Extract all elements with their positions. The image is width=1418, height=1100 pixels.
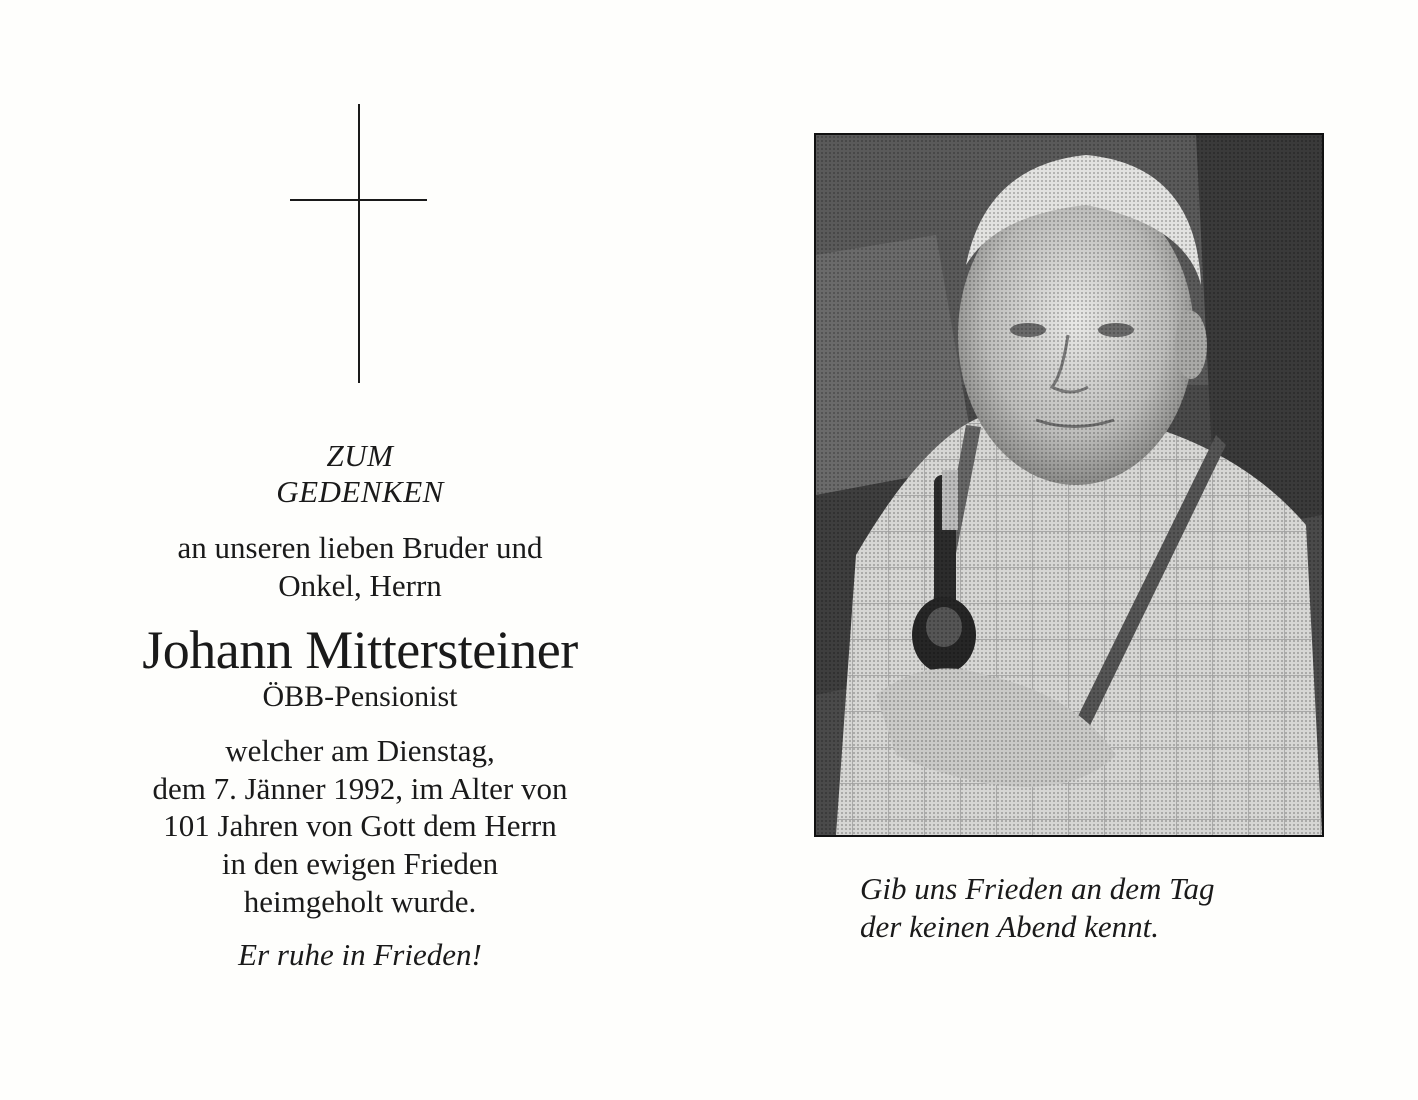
caption-line-2: der keinen Abend kennt.	[860, 909, 1159, 944]
body-line-2: dem 7. Jänner 1992, im Alter von	[152, 771, 568, 806]
cross-vertical-bar	[358, 104, 360, 383]
heading-gedenken: GEDENKEN	[276, 474, 444, 509]
intro-line-2: Onkel, Herrn	[278, 568, 442, 603]
body-line-4: in den ewigen Frieden	[221, 846, 499, 881]
caption	[860, 870, 1380, 946]
body-line-1: welcher am Dienstag,	[225, 733, 495, 768]
body-line-3: 101 Jahren von Gott dem Herrn	[163, 808, 557, 843]
cross-horizontal-bar	[290, 199, 427, 201]
body-line-5: heimgeholt wurde.	[243, 884, 477, 919]
portrait-illustration	[816, 135, 1322, 835]
intro-line-1: an unseren lieben Bruder und	[177, 530, 543, 565]
occupation: ÖBB-Pensionist	[262, 680, 458, 713]
caption-line-1: Gib uns Frieden an dem Tag	[860, 871, 1215, 906]
closing-line: Er ruhe in Frieden!	[238, 937, 482, 972]
deceased-name: Johann Mittersteiner	[142, 620, 578, 680]
portrait-photo	[814, 133, 1324, 837]
heading-zum: ZUM	[326, 438, 394, 473]
